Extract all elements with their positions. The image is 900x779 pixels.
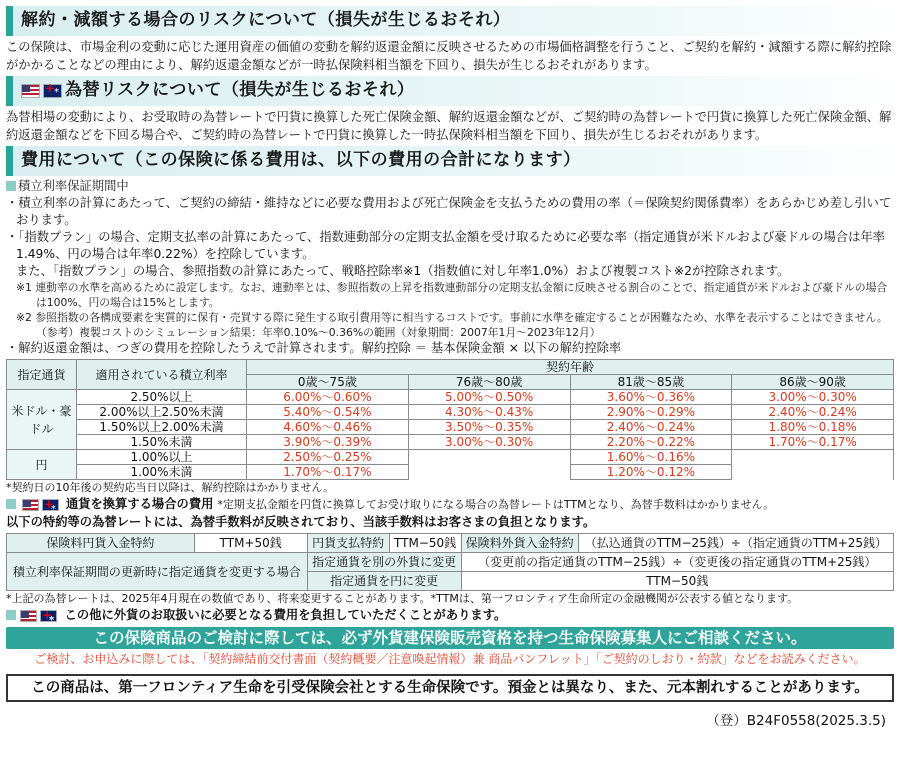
cost-bullet-2: ・「指数プラン」の場合、定期支払率の計算にあたって、指数連動部分の定期支払金額を受け取るために必要な率（指定通貨が米ドルおよび豪ドルの場合は年率1.49%、円の場合は年率0.22%）を控除しています。 <box>6 230 885 262</box>
value-cell: 3.00%〜0.30% <box>732 390 894 405</box>
rate-cell: 1.00%未満 <box>77 465 247 480</box>
cell: 円貨支払特約 <box>307 534 389 553</box>
table-row <box>7 465 894 480</box>
cell: TTM−50銭 <box>389 534 461 553</box>
us-flag-icon <box>20 610 37 622</box>
cell: 指定通貨を別の外貨に変更 <box>307 553 461 572</box>
square-icon <box>6 610 16 620</box>
section-title: 為替リスクについて（損失が生じるおそれ） <box>65 80 415 101</box>
currency-jpy: 円 <box>7 450 77 480</box>
square-icon <box>6 181 16 191</box>
cell: 保険料円貨入金特約 <box>7 534 195 553</box>
empty-cell <box>732 450 894 465</box>
other-cost-text: この他に外貨のお取扱いに必要となる費用を負担していただくことがあります。 <box>64 608 507 623</box>
section-title: 解約・減額する場合のリスクについて（損失が生じるおそれ） <box>21 10 511 31</box>
subheading-text: 積立利率保証期間中 <box>18 179 129 193</box>
value-cell: 2.40%〜0.24% <box>732 405 894 420</box>
value-cell: 2.40%〜0.24% <box>570 420 732 435</box>
fx-lead: 以下の特約等の為替レートには、為替手数料が反映されており、当該手数料はお客さまの負担となります。 <box>6 515 596 530</box>
empty-cell <box>408 465 570 480</box>
footnote-1: ※1 連動率の水準を高めるために設定します。なお、連動率とは、参照指数の上昇を指数連動部分の定期支払金額に反映させる割合のことで、指定通貨が米ドルおよび豪ドルの場合は100%、円の場合は15%とします。 <box>16 281 888 310</box>
cost-bullet-4: ・解約返還金額は、つぎの費用を控除したうえで計算されます。解約控除 ＝ 基本保険金額 × 以下の解約控除率 <box>6 341 622 356</box>
empty-cell <box>408 450 570 465</box>
section-title: 費用について（この保険に係る費用は、以下の費用の合計になります） <box>21 150 581 171</box>
fx-cost-title: 通貨を換算する場合の費用 <box>65 497 214 512</box>
fx-cost-heading <box>6 495 894 513</box>
cell: 積立利率保証期間の更新時に指定通貨を変更する場合 <box>7 553 308 591</box>
value-cell: 2.90%〜0.29% <box>570 405 732 420</box>
us-flag-icon <box>22 499 39 511</box>
value-cell: 6.00%〜0.60% <box>247 390 409 405</box>
value-cell: 1.20%〜0.12% <box>570 465 732 480</box>
value-cell: 2.20%〜0.22% <box>570 435 732 450</box>
footnote-2: ※2 参照指数の各構成要素を実質的に保有・売買する際に発生する取引費用等に相当するコストです。事前に水準を確定することが困難なため、水準を表示することはできません。（参考）複製コストのシミュレーション結果：年率0.10%〜0.36%の範囲（対象期間：2007年1月〜2023年12月） <box>16 311 888 340</box>
table-row <box>7 534 894 553</box>
age-col: 76歳〜80歳 <box>408 375 570 390</box>
table-row <box>7 450 894 465</box>
header-currency: 指定通貨 <box>7 360 77 390</box>
square-icon <box>6 499 16 509</box>
value-cell: 1.70%〜0.17% <box>247 465 409 480</box>
value-cell: 1.80%〜0.18% <box>732 420 894 435</box>
value-cell: 5.40%〜0.54% <box>247 405 409 420</box>
read-documents-note: ご検討、お申込みに際しては、「契約締結前交付書面（契約概要／注意喚起情報）兼 商品パンフレット」「ご契約のしおり・約款」などをお読みください。 <box>34 652 866 667</box>
table-note: *契約日の10年後の契約応当日以降は、解約控除はかかりません。 <box>6 481 335 495</box>
au-flag-icon <box>42 499 59 511</box>
registration-number: （登）B24F0558(2025.3.5) <box>706 713 886 729</box>
rate-cell: 2.50%以上 <box>77 390 247 405</box>
value-cell: 3.60%〜0.36% <box>570 390 732 405</box>
rate-cell: 2.00%以上2.50%未満 <box>77 405 247 420</box>
table-row <box>7 420 894 435</box>
header-age: 契約年齢 <box>247 360 894 375</box>
table-row <box>7 405 894 420</box>
currency-usd-aud: 米ドル・豪ドル <box>7 390 77 450</box>
section-fx-risk-heading <box>6 76 894 106</box>
value-cell: 3.90%〜0.39% <box>247 435 409 450</box>
cell: （払込通貨のTTM−25銭）÷（指定通貨のTTM+25銭） <box>578 534 893 553</box>
surrender-risk-text: この保険は、市場金利の変動に応じた運用資産の価値の変動を解約返還金額に反映させるための市場価格調整を行うこと、ご契約を解約・減額する際に解約控除がかかることなどの理由により、解約返還金額などが一時払保険料相当額を下回り、損失が生じるおそれがあります。 <box>6 40 892 72</box>
table-row <box>7 390 894 405</box>
au-flag-icon <box>43 84 62 98</box>
value-cell: 3.50%〜0.35% <box>408 420 570 435</box>
table-row <box>7 435 894 450</box>
cell: TTM+50銭 <box>194 534 307 553</box>
rate-cell: 1.50%未満 <box>77 435 247 450</box>
cell: 保険料外貨入金特約 <box>461 534 578 553</box>
au-flag-icon <box>40 610 57 622</box>
header-rate: 適用されている積立利率 <box>77 360 247 390</box>
fx-rate-table <box>6 533 894 591</box>
value-cell: 1.70%〜0.17% <box>732 435 894 450</box>
cell: TTM−50銭 <box>461 572 893 591</box>
us-flag-icon <box>21 84 40 98</box>
cost-bullet-3: また、「指数プラン」の場合、参照指数の計算にあたって、戦略控除率※1（指数値に対し年率1.0%）および複製コスト※2が控除されます。 <box>16 264 790 279</box>
age-col: 86歳〜90歳 <box>732 375 894 390</box>
fx-cost-note: *定期支払金額を円貨に換算してお受け取りになる場合の為替レートはTTMとなり、為替手数料はかかりません。 <box>217 498 775 512</box>
value-cell: 2.50%〜0.25% <box>247 450 409 465</box>
surrender-charge-table <box>6 359 894 480</box>
value-cell: 1.60%〜0.16% <box>570 450 732 465</box>
cell: （変更前の指定通貨のTTM−25銭）÷（変更後の指定通貨のTTM+25銭） <box>461 553 893 572</box>
section-cost-heading <box>6 146 894 176</box>
value-cell: 5.00%〜0.50% <box>408 390 570 405</box>
age-col: 0歳〜75歳 <box>247 375 409 390</box>
fx-note: *上記の為替レートは、2025年4月現在の数値であり、将来変更することがあります。*TTMは、第一フロンティア生命所定の金融機関が公表する値となります。 <box>6 592 799 606</box>
section-surrender-risk-heading <box>6 6 894 36</box>
empty-cell <box>732 465 894 480</box>
cost-bullet-1: ・積立利率の計算にあたって、ご契約の締結・維持などに必要な費用および死亡保険金を支払うための費用の率（＝保険契約関係費率）をあらかじめ差し引いております。 <box>6 196 892 228</box>
fx-risk-text: 為替相場の変動により、お受取時の為替レートで円貨に換算した死亡保険金額、解約返還金額などが、ご契約時の為替レートで円貨に換算した死亡保険金額、解約返還金額などを下回る場合や、ご契約時の為替レートで円貨に換算した一時払保険料相当額を下回り、損失が生じるおそれがあります。 <box>6 110 892 142</box>
rate-cell: 1.50%以上2.00%未満 <box>77 420 247 435</box>
subheading <box>6 178 894 195</box>
value-cell: 3.00%〜0.30% <box>408 435 570 450</box>
consult-banner: この保険商品のご検討に際しては、必ず外貨建保険販売資格を持つ生命保険募集人にご相談ください。 <box>6 627 894 649</box>
rate-cell: 1.00%以上 <box>77 450 247 465</box>
other-cost <box>6 606 894 624</box>
value-cell: 4.30%〜0.43% <box>408 405 570 420</box>
table-row <box>7 553 894 572</box>
value-cell: 4.60%〜0.46% <box>247 420 409 435</box>
cell: 指定通貨を円に変更 <box>307 572 461 591</box>
age-col: 81歳〜85歳 <box>570 375 732 390</box>
insurer-disclaimer: この商品は、第一フロンティア生命を引受保険会社とする生命保険です。預金とは異なり、また、元本割れすることがあります。 <box>6 674 894 702</box>
